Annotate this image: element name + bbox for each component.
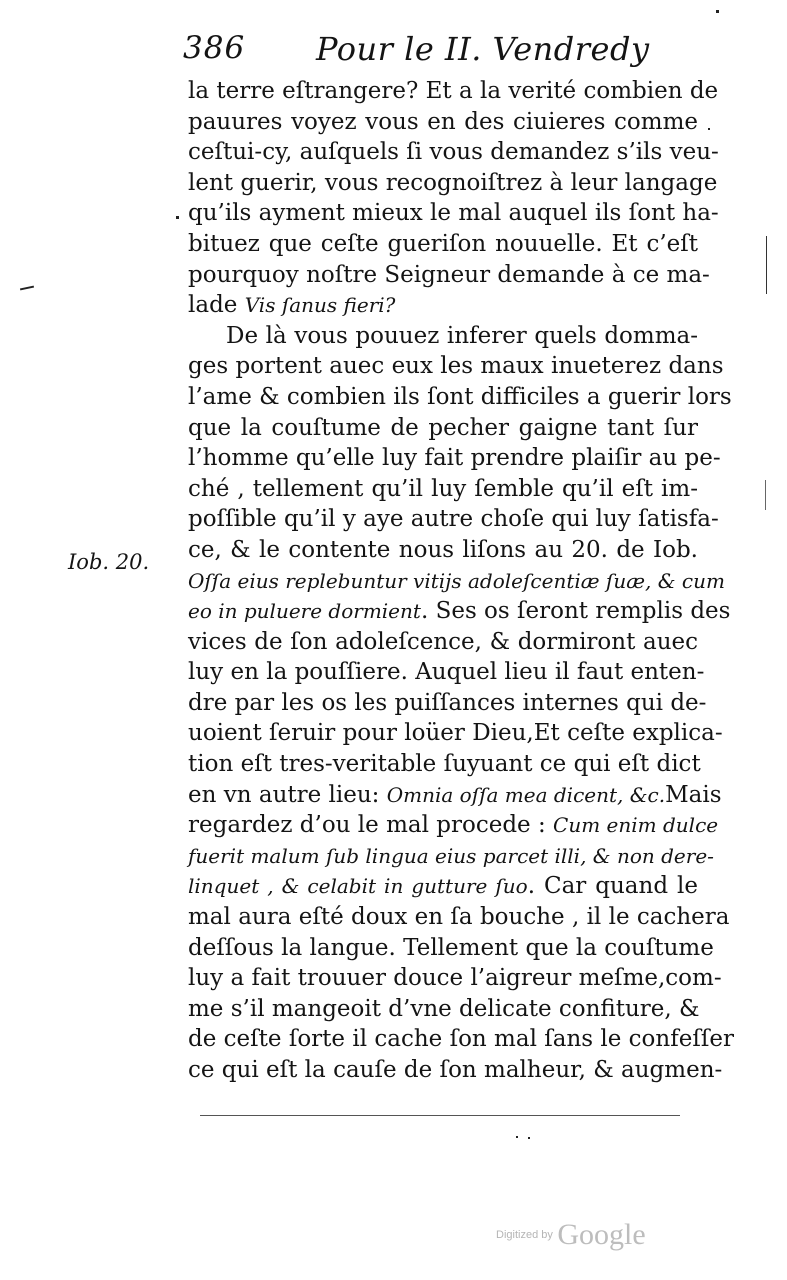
text-segment: vices de ſon adoleſcence, & dormiront auec: [188, 628, 698, 655]
text-line: [188, 443, 721, 474]
text-segment: Mais: [665, 781, 722, 808]
latin-quote: linquet , & celabit in gutture ſuo: [188, 874, 528, 899]
text-line: [188, 871, 698, 902]
text-segment: tion eſt tres-veritable ſuyuant ce qui eſt dict: [188, 751, 701, 778]
text-line: [188, 810, 719, 841]
running-head: Pour le II. Vendredy: [316, 30, 650, 68]
text-segment: bituez que ceſte gueriſon nouuelle. Et c’eſt: [188, 230, 698, 257]
text-segment: la terre eſtrangere? Et a la verité combien de: [188, 78, 719, 104]
text-line: [188, 657, 705, 688]
latin-quote: fuerit malum ſub lingua eius parcet illi, & non dere-: [188, 843, 714, 868]
latin-quote: Vis ſanus fieri?: [244, 293, 396, 318]
scan-speck: [176, 216, 179, 219]
text-line: [188, 566, 725, 597]
text-segment: que la couſtume de pecher gaigne tant ſur: [188, 414, 698, 441]
text-segment: . Ses os ſeront remplis des: [420, 598, 731, 625]
text-segment: ché , tellement qu’il luy ſemble qu’il eſt im-: [188, 475, 698, 502]
page-header: [183, 28, 698, 74]
text-line: [188, 1055, 723, 1086]
text-line: [188, 596, 731, 627]
scan-speck: [200, 1115, 680, 1116]
text-line: [188, 382, 732, 413]
text-line: [188, 413, 698, 444]
digitized-prefix: Digitized by: [496, 1229, 553, 1241]
latin-quote: Cum enim dulce: [553, 813, 719, 838]
text-line: [188, 963, 722, 994]
text-segment: l’ame & combien ils ſont difficiles a guerir lors: [188, 383, 732, 410]
text-segment: dre par les os les puiſſances internes qui de-: [188, 689, 707, 716]
text-segment: uoient ſeruir pour loüer Dieu,Et ceſte explica-: [188, 720, 723, 747]
text-line: [188, 1024, 734, 1055]
text-segment: luy en la pouſſiere. Auquel lieu il faut enten-: [188, 659, 705, 686]
text-segment: ges portent auec eux les maux inueterez dans: [188, 353, 724, 380]
text-line: [188, 994, 698, 1025]
text-line: [188, 474, 698, 505]
text-line: [188, 168, 718, 199]
text-line: [188, 780, 722, 811]
scan-speck: [716, 10, 719, 13]
text-segment: qu’ils ayment mieux le mal auquel ils ſont ha-: [188, 200, 719, 227]
text-segment: l’homme qu’elle luy fait prendre plaiſir au pe-: [188, 445, 721, 472]
text-segment: deſſous la langue. Tellement que la couſtume: [188, 934, 714, 961]
text-line: [188, 933, 714, 964]
latin-quote: Omnia oſſa mea dicent, &c.: [386, 782, 666, 807]
text-line: [188, 76, 719, 107]
text-line: [188, 841, 714, 872]
text-segment: en vn autre lieu:: [188, 781, 387, 808]
text-segment: regardez d’ou le mal procede :: [188, 812, 554, 839]
text-segment: luy a fait trouuer douce l’aigreur meſme,com-: [188, 965, 722, 992]
text-segment: ce, & le contente nous liſons au 20. de Iob.: [188, 536, 698, 563]
text-line: [188, 198, 719, 229]
scan-margin-line: [766, 236, 767, 294]
scan-speck: [765, 480, 766, 510]
text-segment: De là vous pouuez inferer quels domma-: [226, 322, 698, 349]
text-segment: lent guerir, vous recognoiſtrez à leur langage: [188, 169, 718, 196]
margin-note: Iob. 20.: [68, 550, 150, 574]
text-line: [188, 321, 698, 352]
latin-quote: Oſſa eius replebuntur vitijs adoleſcentiæ ſuæ, & cum: [188, 568, 725, 593]
text-line: [188, 688, 707, 719]
text-line: [188, 229, 698, 260]
latin-quote: eo in puluere dormient: [188, 599, 421, 624]
text-line: [188, 351, 724, 382]
scan-speck: [528, 1137, 530, 1139]
text-segment: pourquoy noſtre Seigneur demande à ce ma-: [188, 261, 710, 288]
text-line: [188, 290, 698, 321]
text-segment: poſſible qu’il y aye autre choſe qui luy ſatisfa-: [188, 506, 719, 533]
text-line: [188, 137, 719, 168]
text-line: [188, 749, 701, 780]
page-number: 386: [183, 30, 246, 66]
text-segment: lade: [188, 292, 245, 319]
text-line: [188, 718, 723, 749]
text-segment: mal aura eſté doux en ſa bouche , il le cachera: [188, 904, 730, 931]
text-segment: ceſtui-cy, auſquels ſi vous demandez s’ils veu-: [188, 139, 719, 166]
text-segment: . Car quand le: [527, 873, 698, 900]
text-line: [188, 627, 698, 658]
text-line: [188, 902, 730, 933]
text-line: [188, 107, 698, 138]
digitized-watermark: [496, 1218, 646, 1252]
text-line: [188, 260, 710, 291]
text-segment: pauures voyez vous en des ciuieres comme: [188, 108, 698, 135]
body-text: [188, 76, 734, 1086]
scan-speck: [708, 128, 710, 130]
scan-speck: [20, 286, 34, 291]
text-line: [188, 535, 698, 566]
text-segment: de ceſte ſorte il cache ſon mal ſans le confeſſer: [188, 1026, 734, 1053]
text-line: [188, 504, 719, 535]
google-logo: Google: [557, 1218, 646, 1251]
scan-speck: [516, 1136, 518, 1138]
text-segment: me s’il mangeoit d’vne delicate confiture, &: [188, 995, 700, 1022]
text-segment: ce qui eſt la cauſe de ſon malheur, & augmen-: [188, 1057, 723, 1083]
